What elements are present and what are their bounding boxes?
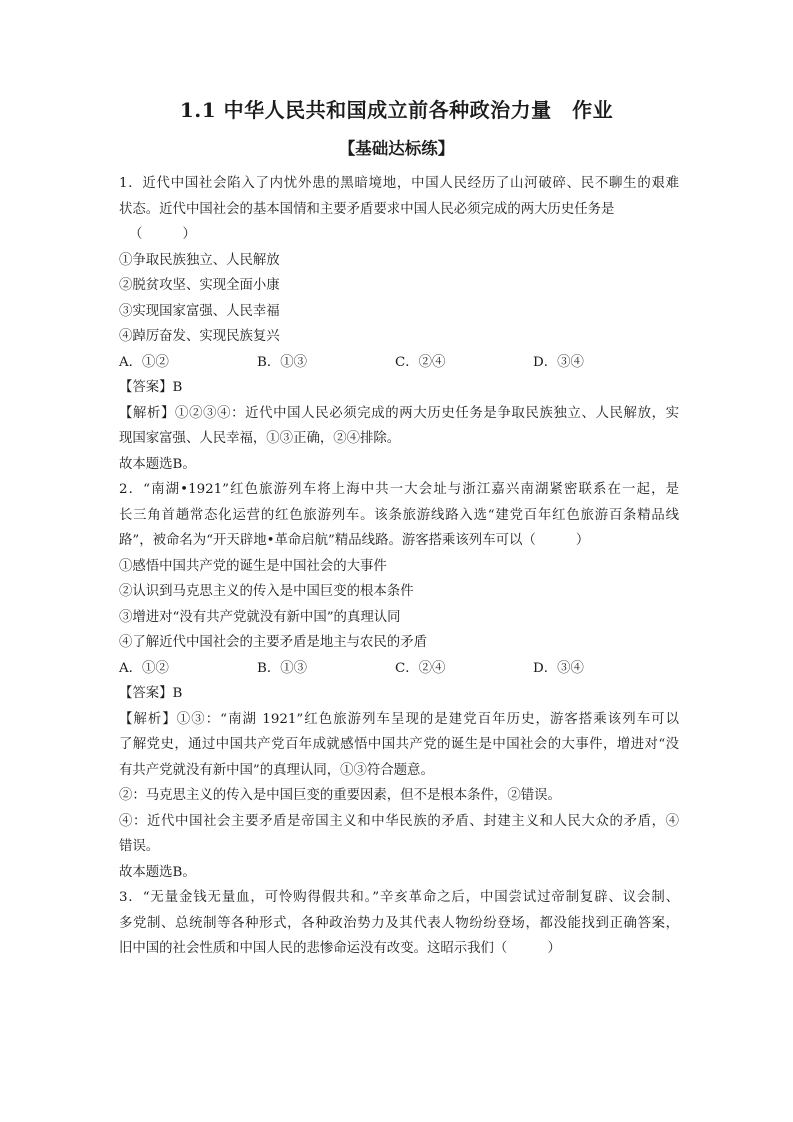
question-stem-line: 2．“南湖•1921”红色旅游列车将上海中共一大会址与浙江嘉兴南湖紧密联系在一起，是: [119, 482, 679, 497]
analysis-line: ②：马克思主义的传入是中国巨变的重要因素，但不是根本条件，②错误。: [119, 788, 561, 803]
statement-item: ③实现国家富强、人民幸福: [119, 303, 280, 319]
option-a: A．①②: [119, 660, 169, 676]
answer-blank: （ ）: [129, 227, 196, 242]
option-a: A．①②: [119, 354, 169, 370]
question-stem-line: 长三角首趟常态化运营的红色旅游列车。该条旅游线路入选“建党百年红色旅游百条精品线: [119, 507, 679, 523]
statement-item: ①争取民族独立、人民解放: [119, 252, 280, 268]
question-stem-line: 状态。近代中国社会的基本国情和主要矛盾要求中国人民必须完成的两大历史任务是: [119, 201, 615, 217]
option-c: C．②④: [395, 354, 446, 370]
statement-item: ②认识到马克思主义的传入是中国巨变的根本条件: [119, 584, 414, 599]
statement-item: ④了解近代中国社会的主要矛盾是地主与农民的矛盾: [119, 635, 427, 650]
section-heading: 【基础达标练】: [338, 139, 455, 158]
question-3: [119, 885, 679, 962]
question-stem-line: 多党制、总统制等各种形式，各种政治势力及其代表人物纷纷登场，都没能找到正确答案，: [119, 915, 679, 931]
answer-line: 【答案】B: [119, 380, 183, 395]
question-stem-line: 旧中国的社会性质和中国人民的悲惨命运没有改变。这昭示我们（ ）: [119, 941, 561, 956]
analysis-line: 了解党史，通过中国共产党百年成就感悟中国共产党的诞生是中国社会的大事件，增进对“没: [119, 737, 679, 752]
analysis-line: 【解析】①③：“南湖 1921”红色旅游列车呈现的是建党百年历史，游客搭乘该列车可以: [119, 711, 679, 727]
analysis-line: 有共产党就没有新中国”的真理认同，①③符合题意。: [119, 762, 434, 778]
question-stem-line: 3．“无量金钱无量血，可怜购得假共和。”辛亥革命之后，中国尝试过帝制复辟、议会制、: [119, 890, 679, 905]
options-row: [119, 656, 679, 682]
document-title: 1.1 中华人民共和国成立前各种政治力量 作业: [179, 98, 614, 122]
answer-line: 【答案】B: [119, 686, 183, 701]
analysis-line: 【解析】①②③④：近代中国人民必须完成的两大历史任务是争取民族独立、人民解放，实: [119, 405, 679, 421]
option-c: C．②④: [395, 660, 446, 676]
analysis-line: 故本题选B。: [119, 864, 196, 880]
statement-item: ④踔厉奋发、实现民族复兴: [119, 329, 280, 344]
statement-item: ②脱贫攻坚、实现全面小康: [119, 278, 280, 293]
document-body: [119, 171, 679, 962]
analysis-line: ④：近代中国社会主要矛盾是帝国主义和中华民族的矛盾、封建主义和人民大众的矛盾，④: [119, 813, 679, 829]
analysis-line: 现国家富强、人民幸福，①③正确，②④排除。: [119, 431, 401, 446]
question-1: [119, 171, 679, 477]
option-b: B．①③: [257, 660, 308, 676]
statement-item: ③增进对“没有共产党就没有新中国”的真理认同: [119, 609, 401, 625]
question-2: [119, 477, 679, 885]
options-row: [119, 350, 679, 376]
option-d: D．③④: [533, 354, 584, 370]
analysis-line: 故本题选B。: [119, 456, 196, 472]
option-b: B．①③: [257, 354, 308, 370]
question-stem-line: 1．近代中国社会陷入了内忧外患的黑暗境地，中国人民经历了山河破碎、民不聊生的艰难: [119, 176, 679, 191]
analysis-line: 错误。: [119, 839, 160, 854]
question-stem-line: 路”，被命名为“开天辟地•革命启航”精品线路。游客搭乘该列车可以（ ）: [119, 533, 590, 548]
option-d: D．③④: [533, 660, 584, 676]
statement-item: ①感悟中国共产党的诞生是中国社会的大事件: [119, 558, 387, 574]
